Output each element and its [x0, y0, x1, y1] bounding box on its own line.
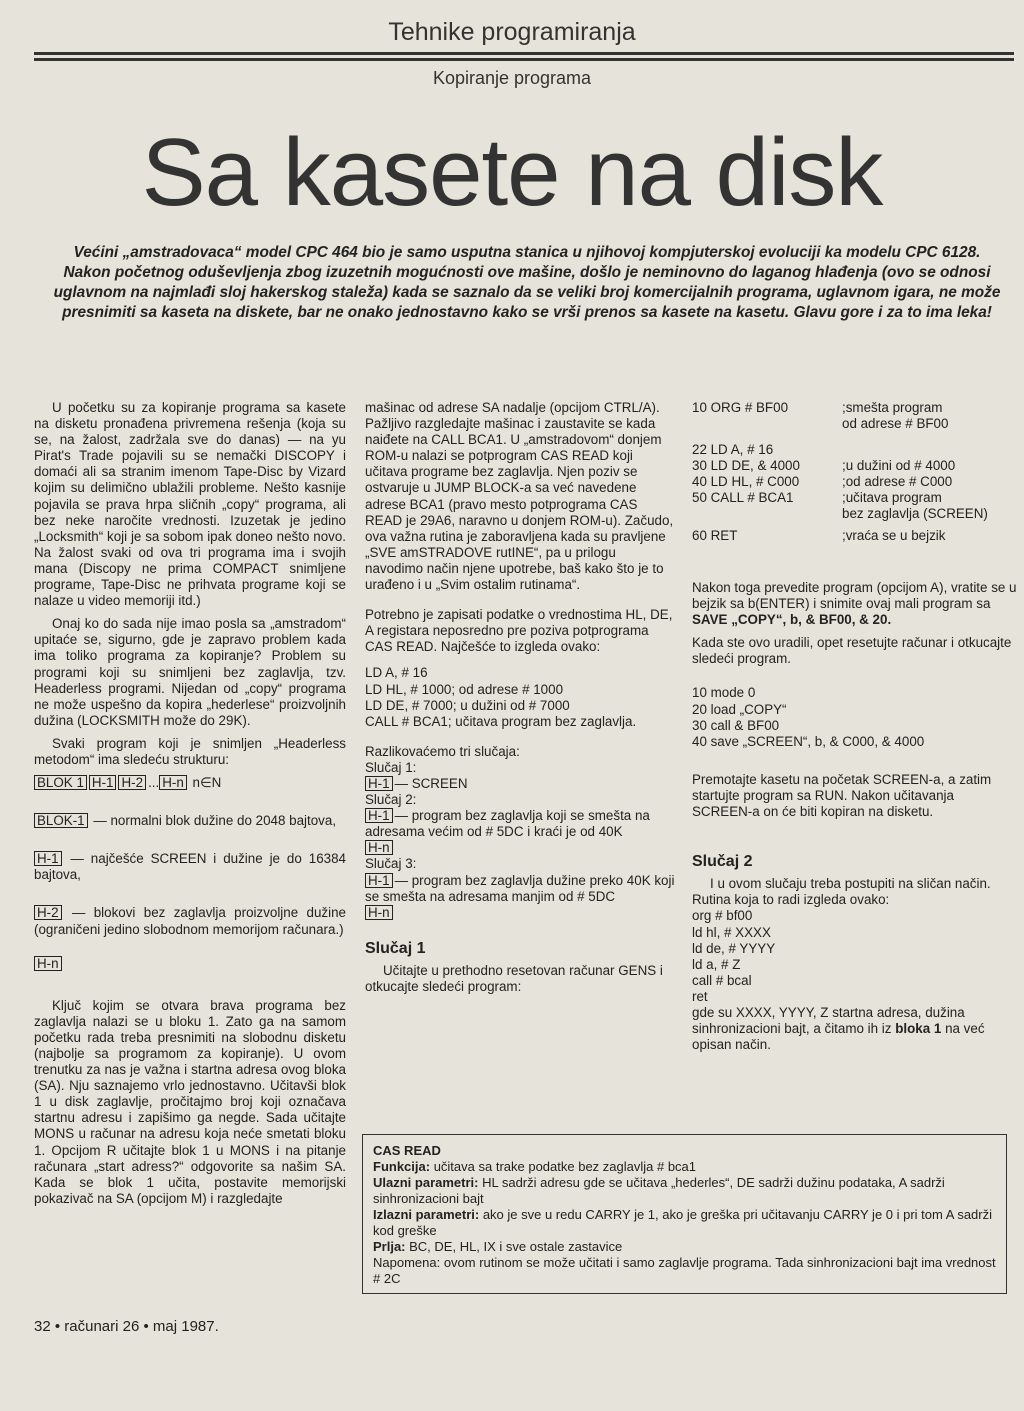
box-izlazni: Izlazni parametri: ako je sve u redu CARRY je 1, ako je greška pri učitavanju CARRY je 0 i pri tom A sadrži kod greške [373, 1207, 992, 1238]
code-line: LD HL, # 1000; od adrese # 1000 [365, 681, 564, 697]
blok1-box: BLOK-1 [34, 813, 88, 828]
case-2-end: H-n [365, 840, 675, 856]
box-ulazni: Ulazni parametri: HL sadrži adresu gde se učitava „hederles“, DE sadrži dužinu podataka, A sadrži sinhronizacioni bajt [373, 1175, 945, 1206]
headline: Sa kasete na disk [141, 119, 883, 226]
blok1-definition: BLOK-1 — normalni blok dužine do 2048 bajtova, [34, 813, 346, 829]
case-2: H-1 — program bez zaglavlja koji se smešta na adresama većim od # 5DC i kraći je od 40K [365, 808, 650, 840]
basic-listing [692, 685, 1017, 749]
col1-paragraph: Svaki program koji je snimljen „Headerless metodom“ ima sledeću strukturu: [34, 735, 346, 767]
col3-paragraph: gde su XXXX, YYYY, Z startna adresa, dužina sinhronizacioni bajt, a čitamo ih iz bloka 1 na već opisan način. [692, 1004, 985, 1053]
case-label: Slučaj 2: [365, 792, 417, 808]
code-line: CALL # BCA1; učitava program bez zaglavlja. [365, 713, 637, 729]
case-3: H-1 — program bez zaglavlja dužine preko 40K koji se smešta na adresama manjim od # 5DC [365, 872, 675, 904]
basic-line: 20 load „COPY“ [692, 701, 787, 717]
col2-paragraph: mašinac od adrese SA nadalje (opcijom CTRL/A). Pažljivo razgledajte mašinac i zaustavite se kada naiđete na CALL BCA1. U „amstradovom“ donjem ROM-u nalazi se potprogram CAS READ koji učitava programe bez zaglavlja. Njen poziv se ostvaruje u JUMP BLOCK-a sa već navedene adrese BCA1 (pravo mesto potprograma CAS READ je 29A6, naravno u donjem ROM-u). Začudo, ova važna rutina je zaboravljena kada su pravljene „SVE amSTRADOVE rutINE“, pa u prilogu navodimo način njene upotrebe, baš kako što je to urađeno i u „Svim ostalim rutinama“. [365, 400, 674, 593]
column-3 [692, 400, 1017, 1060]
code-line: LD A, # 16 [365, 665, 428, 681]
h1-box: H-1 [34, 851, 62, 866]
case-3-end: H-n [365, 905, 675, 921]
col1-paragraph: Ključ kojim se otvara brava programa bez zaglavlja nalazi se u bloku 1. Zato ga na samom početku rada treba presnimiti na slobodnu disketu (najbolje sa programom za kopiranje). U ovom trenutku za nas je važna i startna adresa ovog bloka (SA). Nju saznajemo vrlo jednostavno. Učitavši blok 1 u disk zaglavlje, pročitajmo broj koji označava startnu adresu i zapišimo ga negde. Sada učitajte MONS u računar na adresu koja neće smetati bloku 1. Opcijom R učitajte blok 1 u MONS i na pitanje računara „start adress?“ odgovorite sa našim SA. Kada se blok 1 učita, postavite memorijski pokazivač na SA (opcijom M) i razgledajte [34, 997, 346, 1206]
box-funkcija: Funkcija: učitava sa trake podatke bez zaglavlja # bca1 [373, 1159, 697, 1174]
box-title: CAS READ [373, 1143, 441, 1158]
h2-definition: H-2 — blokovi bez zaglavlja proizvoljne dužine (ograničeni jedino slobodnom memorijom računara.) [34, 905, 346, 937]
header-rule [34, 52, 1014, 64]
col1-paragraph: U početku su za kopiranje programa sa kasete na disketu pronađena privremena rešenja (koja su se, na žalost, zadržala sve do danas) — na yu Pirat's Trade pojavili su se nemački DISCOPY i domaći ali sa stranim imenom Tape-Disc by Vizard kojim su delimično ublažili probleme. Nešto kasnije pojavila se prava hrpa sličnih „copy“ programa, ali bez neke naročite vrednosti. Izuzetak je jedino „Locksmith“ koji je sa sobom ipak doneo nešto novo. Na žalost svaki od ova tri programa ima i svojih mana (Discopy ne prima COMPACT snimljene programe, Tape-Disc ne prihvata programe koji se nalaze u video memoriji itd.) [34, 400, 346, 609]
h1-definition: H-1 — najčešće SCREEN i dužine je do 16384 bajtova, [34, 851, 346, 883]
cas-read-box [362, 1134, 1007, 1294]
basic-line: 40 save „SCREEN“, b, & C000, & 4000 [692, 733, 925, 749]
structure-block: H-n [159, 775, 187, 790]
structure-diagram [34, 775, 346, 791]
routine-listing: org # bf00 ld hl, # XXXX ld de, # YYYY ld a, # Z call # bcal ret [692, 908, 776, 1004]
basic-line: 30 call & BF00 [692, 717, 780, 733]
structure-block: H-1 [89, 775, 117, 790]
case-label: Slučaj 3: [365, 856, 417, 872]
h2-box: H-2 [34, 905, 62, 920]
basic-line: 10 mode 0 [692, 685, 756, 701]
col3-paragraph: Premotajte kasetu na početak SCREEN-a, a zatim startujte program sa RUN. Nakon učitavanja SCREEN-a on će biti kopiran na disketu. [692, 771, 992, 820]
cases-intro: Razlikovaćemo tri slučaja: [365, 743, 520, 759]
column-1 [34, 400, 346, 1214]
col2-paragraph: Učitajte u prethodno resetovan računar GENS i otkucajte sledeći program: [365, 962, 663, 994]
col3-paragraph: Nakon toga prevedite program (opcijom A), vratite se u bejzik sa b(ENTER) i snimite ovaj mali program sa SAVE „COPY“, b, & BF00, & 20. [692, 580, 1017, 628]
page-footer: 32 • računari 26 • maj 1987. [34, 1318, 219, 1335]
col3-paragraph: I u ovom slučaju treba postupiti na sličan način. Rutina koja to radi izgleda ovako: [692, 876, 991, 908]
assembly-listing: 10 ORG # BF00 ;smešta program od adrese # BF00 22 LD A, # 16 30 LD DE, & 4000 ;u dužini od # 4000 40 LD HL, # C000 ;od adrese # C000 50 CALL # BCA1 ;učitava program bez zaglavlja (SCREEN) 60 RET ;vraća se u bejzik [692, 400, 988, 543]
box-napomena: Napomena: ovom rutinom se može učitati i samo zaglavlje programa. Tada sinhronizacioni bajt ima vrednost # 2C [373, 1255, 996, 1286]
structure-block: H-2 [118, 775, 146, 790]
section-heading: Slučaj 2 [692, 853, 753, 871]
code-line: LD DE, # 7000; u dužini od # 7000 [365, 697, 570, 713]
column-2 [365, 400, 675, 1002]
col1-paragraph: Onaj ko do sada nije imao posla sa „amstradom“ upitaće se, sigurno, gde je zapravo problem kada ima toliko programa za kopiranje? Problem su programi koji su snimljeni bez zaglavlja, tzv. Headerless programi. Nijedan od „copy“ programa ne može uspešno da kopira „hederlese“ proizvoljnih dužina (LOCKSMITH može do 29K). [34, 616, 346, 728]
hn-definition [34, 956, 346, 972]
kicker: Kopiranje programa [432, 68, 592, 88]
col3-paragraph: Kada ste ovo uradili, opet resetujte računar i otkucajte sledeći program. [692, 635, 1012, 667]
structure-ellipsis: ... [148, 775, 160, 791]
case-1: H-1 — SCREEN [365, 776, 675, 792]
section-header: Tehnike programiranja [388, 18, 636, 46]
section-heading: Slučaj 1 [365, 939, 426, 957]
case-label: Slučaj 1: [365, 759, 417, 775]
col2-paragraph: Potrebno je zapisati podatke o vrednostima HL, DE, A registara neposredno pre poziva potprograma CAS READ. Najčešće to izgleda ovako: [365, 607, 673, 655]
hn-box: H-n [34, 956, 62, 971]
structure-note: n∈N [192, 775, 222, 791]
box-prlja: Prlja: BC, DE, HL, IX i sve ostale zastavice [373, 1239, 623, 1254]
code-listing [365, 665, 675, 729]
structure-block: BLOK 1 [34, 775, 87, 790]
lead-paragraph: Većini „amstradovaca“ model CPC 464 bio je samo usputna stanica u njihovoj kompjuterskoj evoluciji ka modelu CPC 6128. Nakon početnog oduševljenja zbog izuzetnih mogućnosti ove mašine, došlo je neminovno do laganog hlađenja (ovo se odnosi uglavnom na najmlađi sloj hakerskog staleža) kada se saznalo da se veliki broj komercijalnih programa, uglavnom igara, ne može presnimiti sa kaseta na diskete, bar ne onako jednostavno kako se vrši prenos sa kasete na kasetu. Glavu gore i za to ima leka! [53, 244, 1001, 321]
